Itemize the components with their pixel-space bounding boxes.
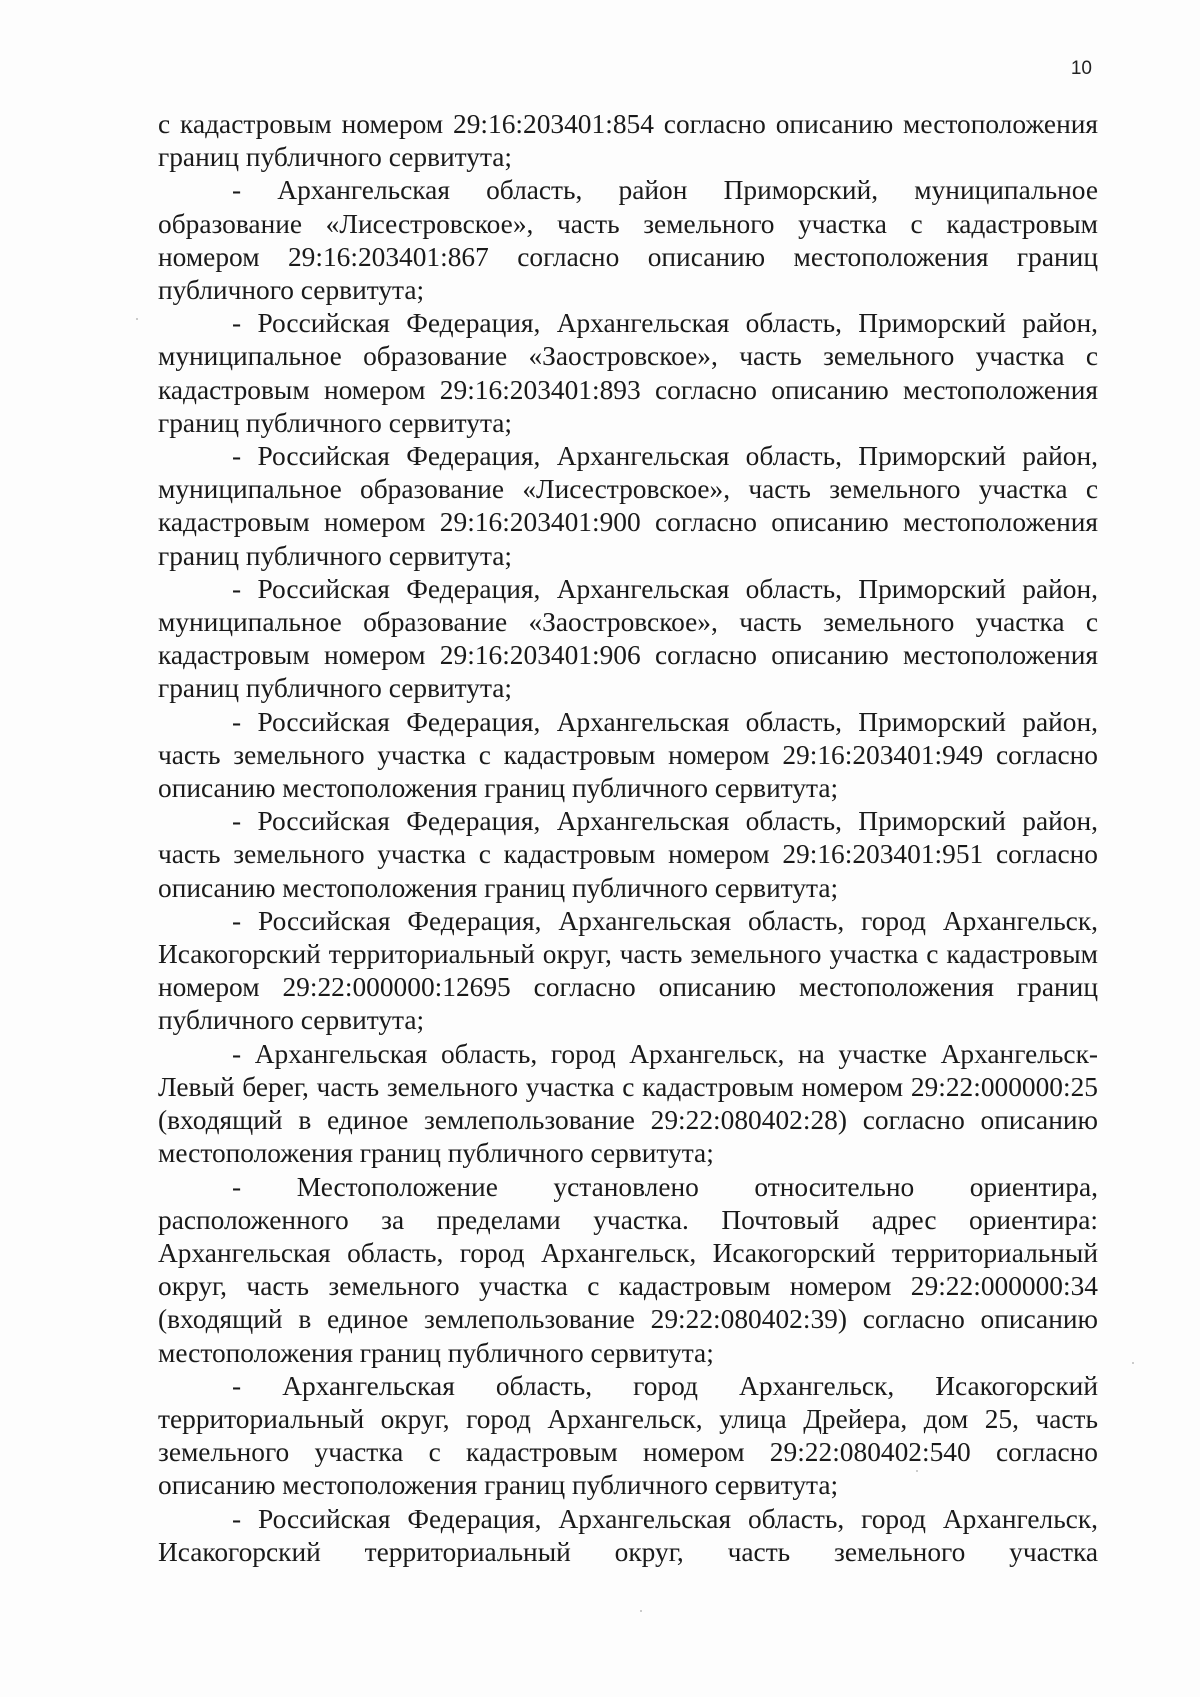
list-item: - Российская Федерация, Архангельская область, город Архангельск, Исакогорский территориальный округ, часть земельного участка с кадастровым номером 29:22:000000:12695 согласно описанию местоположения границ публичного сервитута; xyxy=(158,905,1098,1036)
scan-speck xyxy=(916,1470,918,1472)
list-item: - Российская Федерация, Архангельская область, Приморский район, часть земельного участка с кадастровым номером 29:16:203401:951 согласно описанию местоположения границ публичного сервитута; xyxy=(158,806,1098,903)
scan-speck xyxy=(136,318,138,320)
page-number: 10 xyxy=(1070,58,1092,79)
list-item: - Местоположение установлено относительно ориентира, расположенного за пределами участка. Почтовый адрес ориентира: Архангельская область, город Архангельск, Исакогорский территориальный округ, часть земельного участка с кадастровым номером 29:22:000000:34 (входящий в единое землепользование 29:22:080402:39) согласно описанию местоположения границ публичного сервитута; xyxy=(158,1171,1098,1368)
scan-speck xyxy=(1132,1362,1134,1364)
document-body xyxy=(158,108,1098,1569)
list-item: - Архангельская область, город Архангельск, на участке Архангельск-Левый берег, часть земельного участка с кадастровым номером 29:22:000000:25 (входящий в единое землепользование 29:22:080402:28) согласно описанию местоположения границ публичного сервитута; xyxy=(158,1038,1098,1169)
paragraph-continuation: с кадастровым номером 29:16:203401:854 согласно описанию местоположения границ публичного сервитута; xyxy=(158,109,1098,173)
list-item: - Архангельская область, город Архангельск, Исакогорский территориальный округ, город Архангельск, улица Дрейера, дом 25, часть земельного участка с кадастровым номером 29:22:080402:540 согласно описанию местоположения границ публичного сервитута; xyxy=(158,1370,1098,1501)
list-item: - Архангельская область, район Приморский, муниципальное образование «Лисестровское», часть земельного участка с кадастровым номером 29:16:203401:867 согласно описанию местоположения границ публичного сервитута; xyxy=(158,175,1098,306)
list-item-truncated: - Российская Федерация, Архангельская область, город Архангельск, Исакогорский территориальный округ, часть земельного участка xyxy=(158,1503,1098,1567)
scan-speck xyxy=(640,1610,642,1612)
list-item: - Российская Федерация, Архангельская область, Приморский район, муниципальное образование «Заостровское», часть земельного участка с кадастровым номером 29:16:203401:893 согласно описанию местоположения границ публичного сервитута; xyxy=(158,308,1098,438)
list-item: - Российская Федерация, Архангельская область, Приморский район, муниципальное образование «Заостровское», часть земельного участка с кадастровым номером 29:16:203401:906 согласно описанию местоположения границ публичного сервитута; xyxy=(158,573,1098,704)
list-item: - Российская Федерация, Архангельская область, Приморский район, часть земельного участка с кадастровым номером 29:16:203401:949 согласно описанию местоположения границ публичного сервитута; xyxy=(158,706,1098,804)
list-item: - Российская Федерация, Архангельская область, Приморский район, муниципальное образование «Лисестровское», часть земельного участка с кадастровым номером 29:16:203401:900 согласно описанию местоположения границ публичного сервитута; xyxy=(158,441,1098,571)
